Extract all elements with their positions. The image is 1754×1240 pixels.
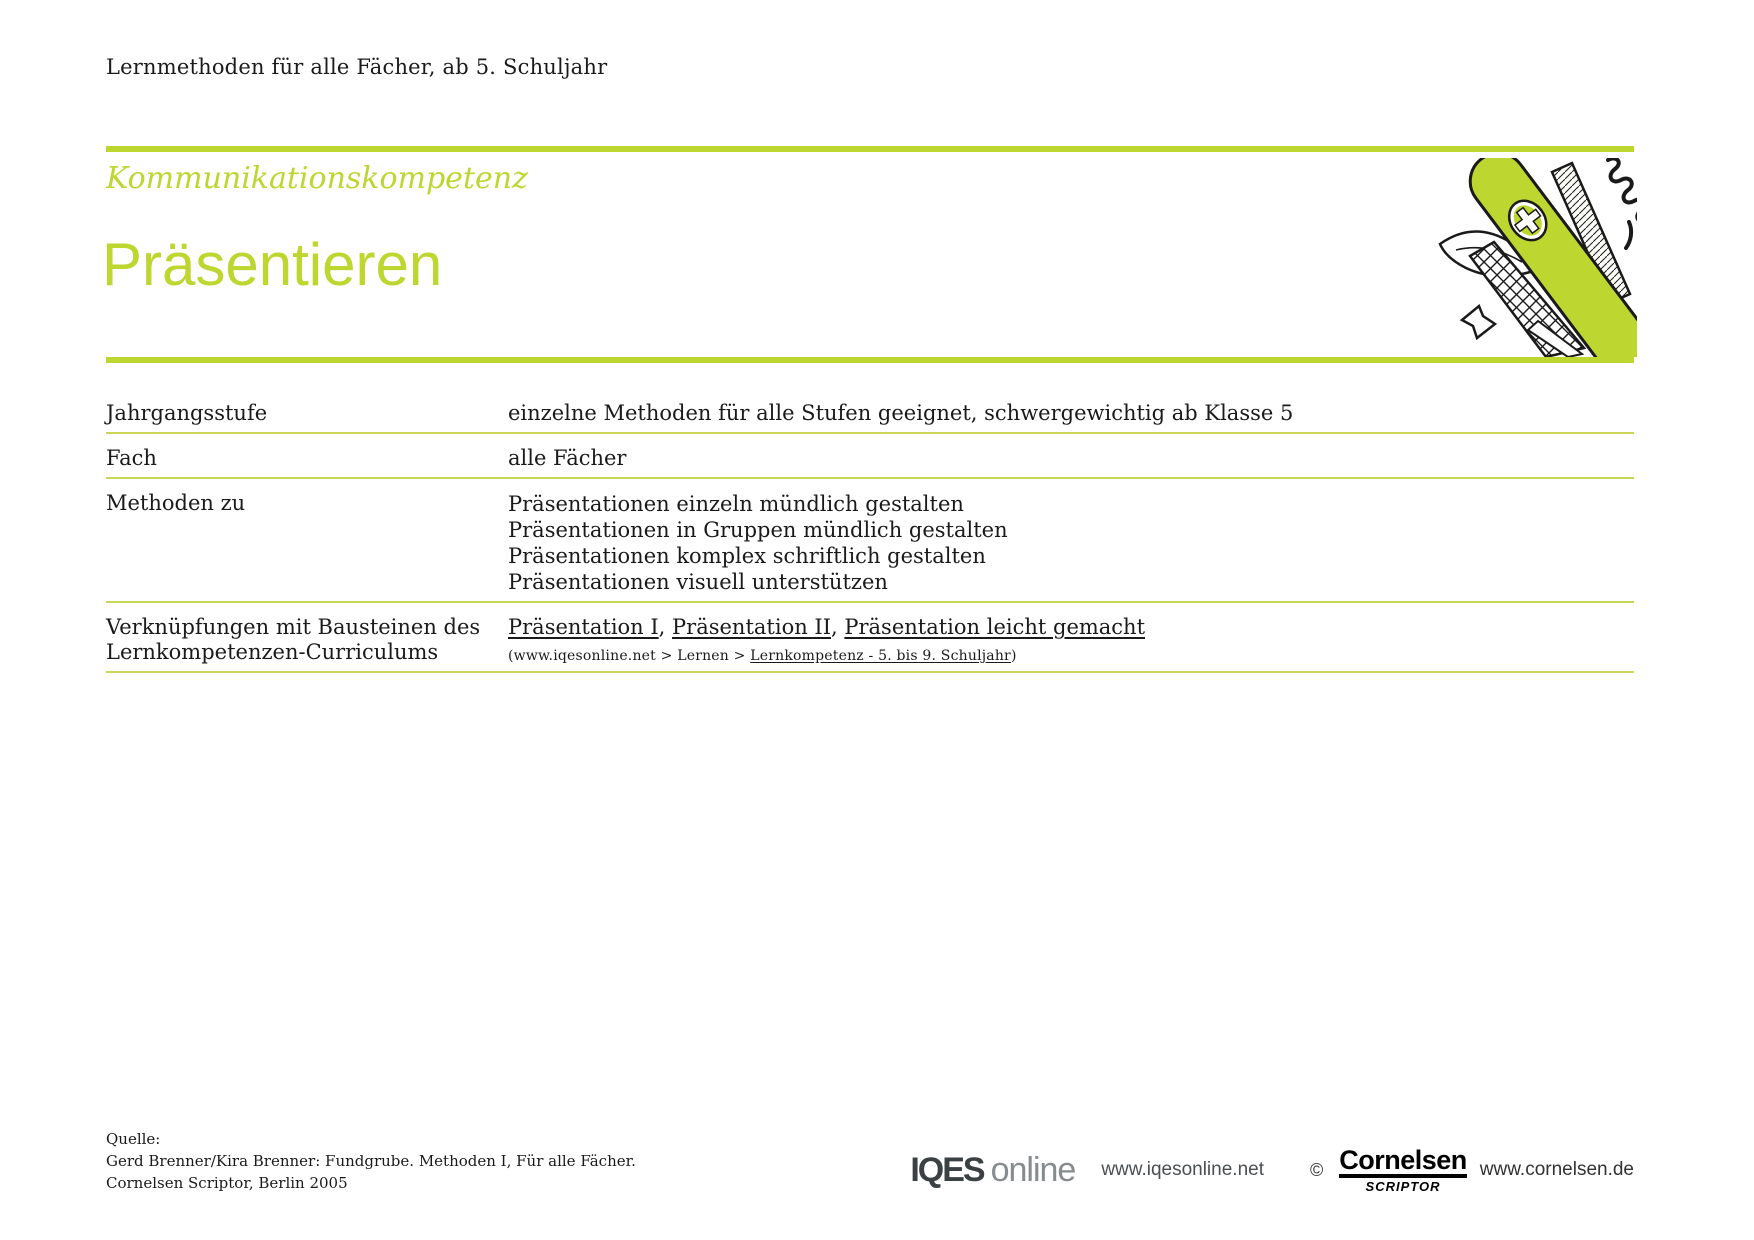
row-label: Jahrgangsstufe xyxy=(106,401,268,425)
top-rule xyxy=(106,146,1634,152)
row-label: Fach xyxy=(106,446,157,470)
reference-suffix: ) xyxy=(1010,648,1017,664)
method-item: Präsentationen einzeln mündlich gestalten xyxy=(508,492,964,516)
scriptor-logo-text: SCRIPTOR xyxy=(1365,1179,1441,1194)
link-separator: , xyxy=(831,615,845,639)
row-value-list xyxy=(508,491,1634,595)
table-row-methoden-zu xyxy=(106,479,1634,603)
cornelsen-scriptor-logo xyxy=(1339,1146,1467,1194)
table-row-verknuepfungen xyxy=(106,603,1634,673)
source-line: Gerd Brenner/Kira Brenner: Fundgrube. Methoden I, Für alle Fächer. xyxy=(106,1152,636,1170)
reference-prefix: (www.iqesonline.net > Lernen > xyxy=(508,648,751,664)
iqes-logo-text: IQES xyxy=(910,1150,984,1189)
row-label: Methoden zu xyxy=(106,491,246,515)
link-separator: , xyxy=(658,615,673,639)
source-line: Cornelsen Scriptor, Berlin 2005 xyxy=(106,1174,348,1192)
category-title: Kommunikationskompetenz xyxy=(106,161,528,196)
reference-link[interactable]: Lernkompetenz - 5. bis 9. Schuljahr xyxy=(750,648,1011,664)
method-item: Präsentationen visuell unterstützen xyxy=(508,570,888,594)
curriculum-links xyxy=(508,615,1634,640)
document-header: Lernmethoden für alle Fächer, ab 5. Schuljahr xyxy=(106,55,608,79)
knife-corkscrew xyxy=(1608,158,1637,248)
swiss-army-knife-illustration xyxy=(1432,158,1637,357)
cornelsen-url-link[interactable]: www.cornelsen.de xyxy=(1479,1159,1634,1180)
copyright-symbol: © xyxy=(1309,1159,1324,1180)
row-value: alle Fächer xyxy=(508,446,627,470)
swiss-army-knife-icon xyxy=(1432,158,1637,357)
row-value: einzelne Methoden für alle Stufen geeignet, schwergewichtig ab Klasse 5 xyxy=(508,401,1294,425)
iqes-url-link[interactable]: www.iqesonline.net xyxy=(1101,1159,1264,1180)
method-item: Präsentationen komplex schriftlich gestalten xyxy=(508,544,986,568)
iqes-online-logo xyxy=(910,1151,1075,1190)
table-row-fach xyxy=(106,434,1634,479)
page-title: Präsentieren xyxy=(102,231,443,298)
footer xyxy=(910,1146,1634,1194)
reference-line xyxy=(508,647,1634,665)
source-block xyxy=(106,1128,636,1194)
row-links xyxy=(508,615,1634,665)
info-table xyxy=(106,363,1634,673)
source-label: Quelle: xyxy=(106,1130,161,1148)
link-praesentation-1[interactable]: Präsentation I xyxy=(508,615,659,639)
iqes-logo-online-text: online xyxy=(990,1150,1076,1189)
knife-arrow-shape xyxy=(1462,306,1495,338)
row-label: Verknüpfungen mit Bausteinen des Lernkompetenzen-Curriculums xyxy=(106,615,481,664)
link-praesentation-leicht-gemacht[interactable]: Präsentation leicht gemacht xyxy=(844,615,1146,639)
cornelsen-logo-text: Cornelsen xyxy=(1339,1146,1467,1178)
link-praesentation-2[interactable]: Präsentation II xyxy=(672,615,831,639)
method-item: Präsentationen in Gruppen mündlich gestalten xyxy=(508,518,1008,542)
table-row-jahrgangsstufe xyxy=(106,363,1634,434)
